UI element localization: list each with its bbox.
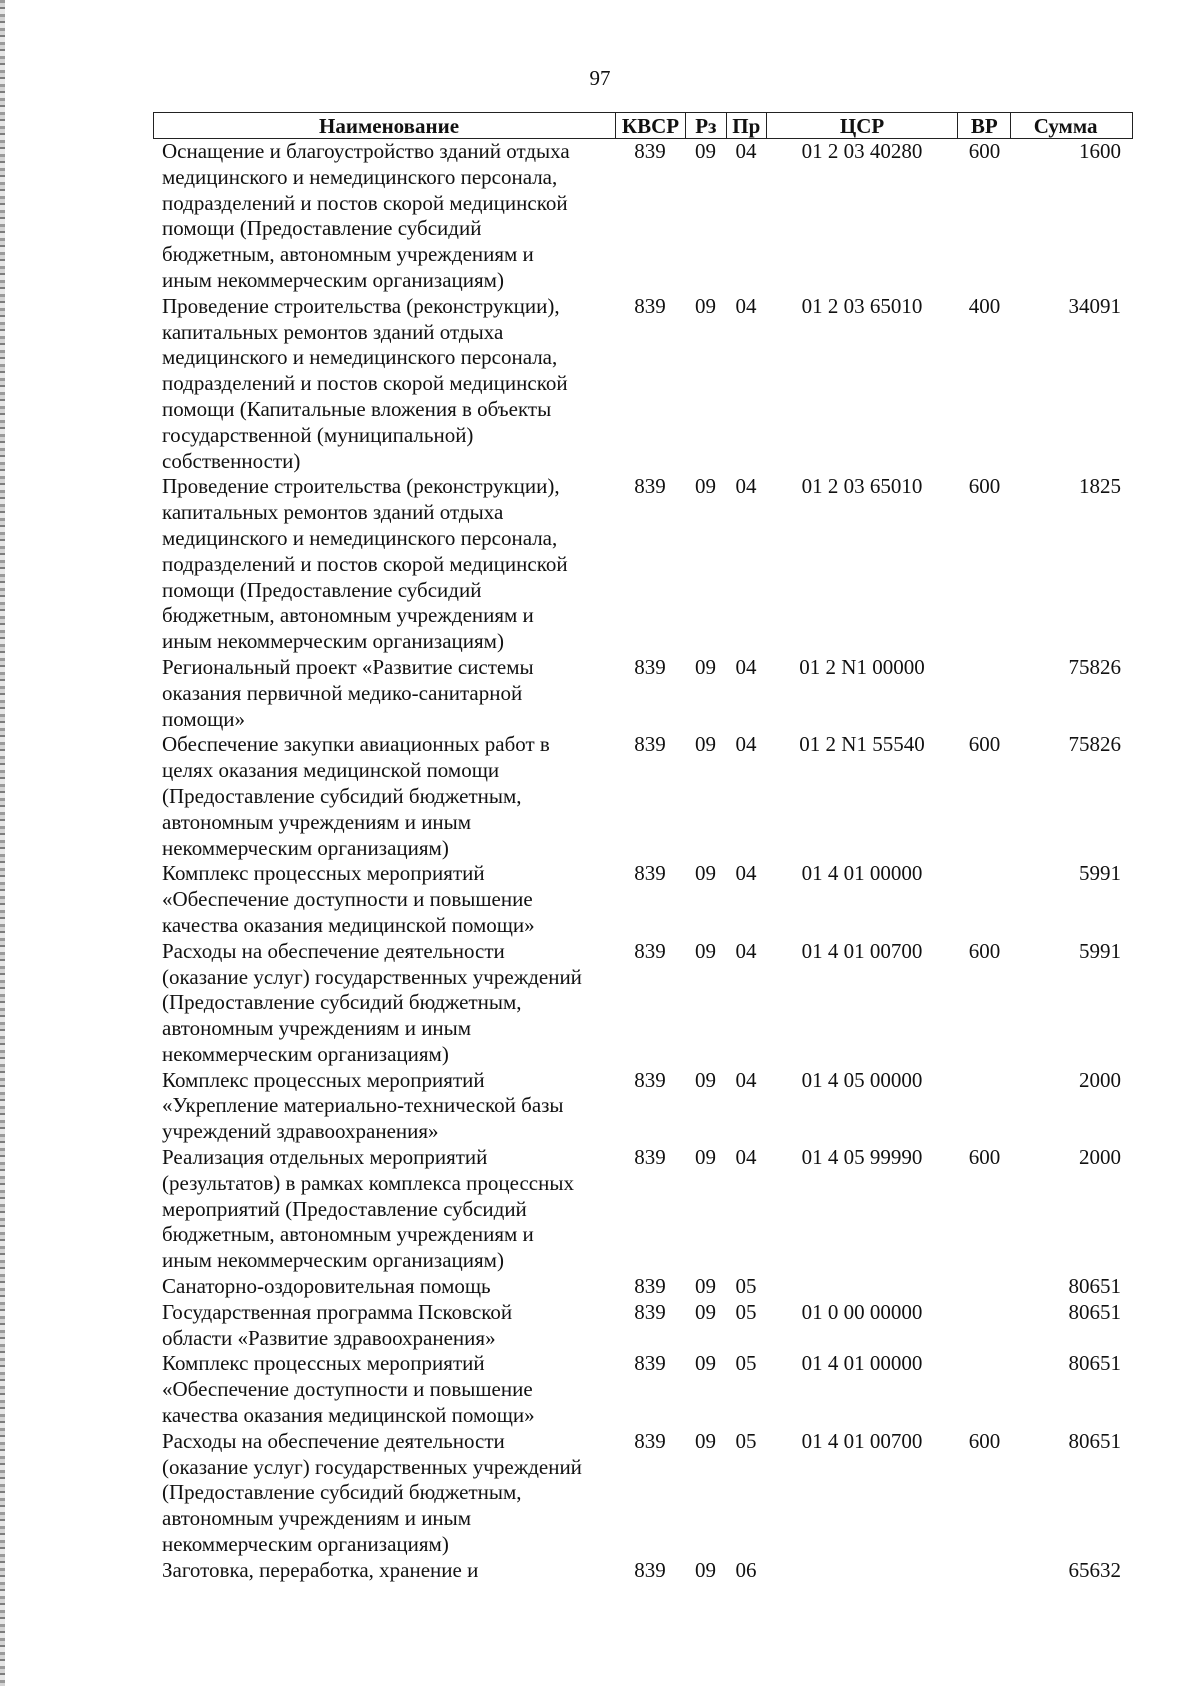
cell-kvsr: 839 bbox=[634, 1428, 666, 1453]
cell-pr: 04 bbox=[735, 861, 757, 886]
name-line: «Укрепление материально-технической базы bbox=[162, 1093, 564, 1118]
table-header bbox=[153, 112, 1133, 139]
name-line: области «Развитие здравоохранения» bbox=[162, 1325, 496, 1350]
name-line: Реализация отдельных мероприятий bbox=[162, 1145, 488, 1170]
cell-pr: 04 bbox=[735, 1145, 757, 1170]
cell-csr: 01 2 N1 55540 bbox=[799, 732, 925, 757]
name-line: автономным учреждениям и иным bbox=[162, 1016, 472, 1041]
name-line: автономным учреждениям и иным bbox=[162, 809, 472, 834]
name-line: оказания первичной медико-санитарной bbox=[162, 680, 523, 705]
table-row bbox=[153, 1068, 1133, 1145]
cell-name bbox=[153, 294, 615, 475]
name-line: Комплекс процессных мероприятий bbox=[162, 861, 485, 886]
name-line: Комплекс процессных мероприятий bbox=[162, 1351, 485, 1376]
cell-rz: 09 bbox=[695, 861, 716, 886]
name-line: (Предоставление субсидий бюджетным, bbox=[162, 783, 522, 808]
cell-name bbox=[153, 1429, 615, 1558]
table-row bbox=[153, 861, 1133, 938]
header-kvsr: КВСР bbox=[615, 113, 685, 138]
cell-vr bbox=[958, 1068, 1011, 1145]
cell-vr: 400 bbox=[968, 293, 1001, 318]
cell-rz: 09 bbox=[695, 1274, 716, 1299]
cell-rz: 09 bbox=[695, 474, 716, 499]
cell-sum: 2000 bbox=[1079, 1067, 1121, 1092]
cell-pr: 04 bbox=[735, 139, 757, 163]
cell-vr: 600 bbox=[968, 139, 1001, 163]
cell-kvsr: 839 bbox=[634, 1145, 666, 1170]
cell-csr bbox=[766, 1274, 958, 1300]
cell-rz: 09 bbox=[695, 1351, 716, 1376]
cell-name bbox=[153, 1068, 615, 1145]
name-line: качества оказания медицинской помощи» bbox=[162, 912, 535, 937]
name-line: Санаторно-оздоровительная помощь bbox=[162, 1274, 491, 1299]
cell-kvsr: 839 bbox=[634, 139, 666, 163]
cell-sum: 34091 bbox=[1068, 293, 1121, 318]
table-row bbox=[153, 1274, 1133, 1300]
name-line: капитальных ремонтов зданий отдыха bbox=[162, 319, 504, 344]
cell-csr bbox=[766, 1558, 958, 1584]
name-line: подразделений и постов скорой медицинской bbox=[162, 551, 568, 576]
cell-kvsr: 839 bbox=[634, 654, 666, 679]
name-line: (результатов) в рамках комплекса процессных bbox=[162, 1170, 574, 1195]
cell-kvsr: 839 bbox=[634, 732, 666, 757]
cell-vr: 600 bbox=[968, 732, 1001, 757]
cell-name bbox=[153, 139, 615, 294]
cell-pr: 05 bbox=[735, 1274, 757, 1299]
cell-pr: 04 bbox=[735, 732, 757, 757]
cell-kvsr: 839 bbox=[634, 474, 666, 499]
cell-vr bbox=[958, 1274, 1011, 1300]
cell-rz: 09 bbox=[695, 1067, 716, 1092]
cell-vr bbox=[958, 655, 1011, 732]
table-row bbox=[153, 139, 1133, 294]
cell-pr: 05 bbox=[735, 1299, 757, 1324]
cell-pr: 04 bbox=[735, 654, 757, 679]
cell-kvsr: 839 bbox=[634, 1299, 666, 1324]
cell-vr: 600 bbox=[968, 1428, 1001, 1453]
cell-sum: 80651 bbox=[1068, 1428, 1121, 1453]
table-row bbox=[153, 474, 1133, 655]
cell-csr: 01 2 03 65010 bbox=[801, 474, 923, 499]
name-line: автономным учреждениям и иным bbox=[162, 1506, 472, 1531]
cell-kvsr: 839 bbox=[634, 938, 666, 963]
name-line: некоммерческим организациям) bbox=[162, 1041, 449, 1066]
cell-rz: 09 bbox=[695, 1428, 716, 1453]
name-line: Региональный проект «Развитие системы bbox=[162, 654, 534, 679]
cell-sum: 65632 bbox=[1068, 1557, 1121, 1582]
cell-pr: 04 bbox=[735, 938, 757, 963]
cell-name bbox=[153, 1274, 615, 1300]
cell-name bbox=[153, 1558, 615, 1584]
table-row bbox=[153, 1429, 1133, 1558]
cell-vr: 600 bbox=[968, 1145, 1001, 1170]
cell-rz: 09 bbox=[695, 1557, 716, 1582]
cell-sum: 80651 bbox=[1068, 1351, 1121, 1376]
cell-rz: 09 bbox=[695, 732, 716, 757]
name-line: иным некоммерческим организациям) bbox=[162, 1248, 504, 1273]
name-line: государственной (муниципальной) bbox=[162, 422, 474, 447]
name-line: Расходы на обеспечение деятельности bbox=[162, 938, 505, 963]
name-line: медицинского и немедицинского персонала, bbox=[162, 345, 558, 370]
cell-pr: 04 bbox=[735, 474, 757, 499]
table-row bbox=[153, 1300, 1133, 1352]
name-line: учреждений здравоохранения» bbox=[162, 1119, 439, 1144]
name-line: помощи (Предоставление субсидий bbox=[162, 577, 482, 602]
name-line: (оказание услуг) государственных учреждений bbox=[162, 964, 582, 989]
cell-csr: 01 2 03 40280 bbox=[801, 139, 923, 163]
header-csr: ЦСР bbox=[766, 113, 958, 138]
name-line: Проведение строительства (реконструкции), bbox=[162, 474, 560, 499]
cell-pr: 04 bbox=[735, 293, 757, 318]
name-line: медицинского и немедицинского персонала, bbox=[162, 525, 558, 550]
name-line: медицинского и немедицинского персонала, bbox=[162, 164, 558, 189]
cell-csr: 01 4 05 00000 bbox=[801, 1067, 923, 1092]
cell-sum: 80651 bbox=[1068, 1299, 1121, 1324]
cell-sum: 1825 bbox=[1079, 474, 1121, 499]
name-line: качества оказания медицинской помощи» bbox=[162, 1403, 535, 1428]
cell-vr bbox=[958, 861, 1011, 938]
name-line: помощи (Предоставление субсидий bbox=[162, 216, 482, 241]
cell-kvsr: 839 bbox=[634, 1274, 666, 1299]
cell-name bbox=[153, 861, 615, 938]
cell-rz: 09 bbox=[695, 293, 716, 318]
cell-sum: 1600 bbox=[1079, 139, 1121, 163]
cell-vr bbox=[958, 1300, 1011, 1352]
name-line: (Предоставление субсидий бюджетным, bbox=[162, 1480, 522, 1505]
cell-pr: 05 bbox=[735, 1428, 757, 1453]
cell-csr: 01 0 00 00000 bbox=[801, 1299, 923, 1324]
cell-pr: 04 bbox=[735, 1067, 757, 1092]
cell-sum: 75826 bbox=[1068, 732, 1121, 757]
table-row bbox=[153, 294, 1133, 475]
name-line: Комплекс процессных мероприятий bbox=[162, 1067, 485, 1092]
cell-kvsr: 839 bbox=[634, 1351, 666, 1376]
cell-name bbox=[153, 474, 615, 655]
cell-csr: 01 2 N1 00000 bbox=[799, 654, 925, 679]
cell-sum: 75826 bbox=[1068, 654, 1121, 679]
name-line: бюджетным, автономным учреждениям и bbox=[162, 603, 534, 628]
cell-rz: 09 bbox=[695, 938, 716, 963]
cell-kvsr: 839 bbox=[634, 293, 666, 318]
header-rz: Рз bbox=[685, 113, 726, 138]
page-number: 97 bbox=[589, 66, 611, 90]
cell-csr: 01 4 01 00000 bbox=[801, 1351, 923, 1376]
name-line: подразделений и постов скорой медицинской bbox=[162, 371, 568, 396]
cell-sum: 5991 bbox=[1079, 938, 1121, 963]
name-line: некоммерческим организациям) bbox=[162, 835, 449, 860]
cell-vr: 600 bbox=[968, 474, 1001, 499]
table-row bbox=[153, 732, 1133, 861]
name-line: «Обеспечение доступности и повышение bbox=[162, 887, 533, 912]
cell-vr bbox=[958, 1351, 1011, 1428]
cell-rz: 09 bbox=[695, 1145, 716, 1170]
header-sum: Сумма bbox=[1010, 113, 1132, 138]
name-line: капитальных ремонтов зданий отдыха bbox=[162, 500, 504, 525]
name-line: бюджетным, автономным учреждениям и bbox=[162, 242, 534, 267]
name-line: «Обеспечение доступности и повышение bbox=[162, 1377, 533, 1402]
table-row bbox=[153, 1145, 1133, 1274]
cell-name bbox=[153, 1145, 615, 1274]
cell-vr: 600 bbox=[968, 938, 1001, 963]
cell-rz: 09 bbox=[695, 139, 716, 163]
cell-sum: 2000 bbox=[1079, 1145, 1121, 1170]
cell-pr: 05 bbox=[735, 1351, 757, 1376]
header-vr: ВР bbox=[957, 113, 1010, 138]
budget-table bbox=[153, 112, 1133, 1584]
cell-name bbox=[153, 1351, 615, 1428]
name-line: целях оказания медицинской помощи bbox=[162, 758, 500, 783]
name-line: (Предоставление субсидий бюджетным, bbox=[162, 990, 522, 1015]
cell-kvsr: 839 bbox=[634, 1067, 666, 1092]
cell-csr: 01 4 01 00700 bbox=[801, 938, 923, 963]
name-line: Заготовка, переработка, хранение и bbox=[162, 1557, 479, 1582]
cell-kvsr: 839 bbox=[634, 1557, 666, 1582]
header-pr: Пр bbox=[726, 113, 766, 138]
name-line: помощи» bbox=[162, 706, 246, 731]
cell-sum: 5991 bbox=[1079, 861, 1121, 886]
table-row bbox=[153, 939, 1133, 1068]
table-row bbox=[153, 655, 1133, 732]
name-line: Обеспечение закупки авиационных работ в bbox=[162, 732, 550, 757]
cell-sum: 80651 bbox=[1068, 1274, 1121, 1299]
name-line: Оснащение и благоустройство зданий отдыха bbox=[162, 139, 570, 163]
name-line: помощи (Капитальные вложения в объекты bbox=[162, 396, 552, 421]
cell-rz: 09 bbox=[695, 654, 716, 679]
name-line: мероприятий (Предоставление субсидий bbox=[162, 1196, 527, 1221]
name-line: Государственная программа Псковской bbox=[162, 1299, 513, 1324]
name-line: иным некоммерческим организациям) bbox=[162, 629, 504, 654]
table-row bbox=[153, 1351, 1133, 1428]
name-line: Проведение строительства (реконструкции), bbox=[162, 293, 560, 318]
table-row bbox=[153, 1558, 1133, 1584]
scan-edge bbox=[0, 0, 5, 1686]
cell-name bbox=[153, 655, 615, 732]
name-line: Расходы на обеспечение деятельности bbox=[162, 1428, 505, 1453]
cell-pr: 06 bbox=[735, 1557, 757, 1582]
name-line: некоммерческим организациям) bbox=[162, 1532, 449, 1557]
cell-csr: 01 2 03 65010 bbox=[801, 293, 923, 318]
name-line: собственности) bbox=[162, 448, 301, 473]
cell-name bbox=[153, 1300, 615, 1352]
cell-name bbox=[153, 939, 615, 1068]
cell-vr bbox=[958, 1558, 1011, 1584]
name-line: иным некоммерческим организациям) bbox=[162, 267, 504, 292]
name-line: (оказание услуг) государственных учреждений bbox=[162, 1454, 582, 1479]
table-body bbox=[153, 139, 1133, 1584]
name-line: подразделений и постов скорой медицинской bbox=[162, 190, 568, 215]
header-name: Наименование bbox=[319, 114, 460, 138]
cell-kvsr: 839 bbox=[634, 861, 666, 886]
cell-csr: 01 4 01 00000 bbox=[801, 861, 923, 886]
cell-rz: 09 bbox=[695, 1299, 716, 1324]
cell-csr: 01 4 01 00700 bbox=[801, 1428, 923, 1453]
cell-name bbox=[153, 732, 615, 861]
cell-csr: 01 4 05 99990 bbox=[801, 1145, 923, 1170]
name-line: бюджетным, автономным учреждениям и bbox=[162, 1222, 534, 1247]
